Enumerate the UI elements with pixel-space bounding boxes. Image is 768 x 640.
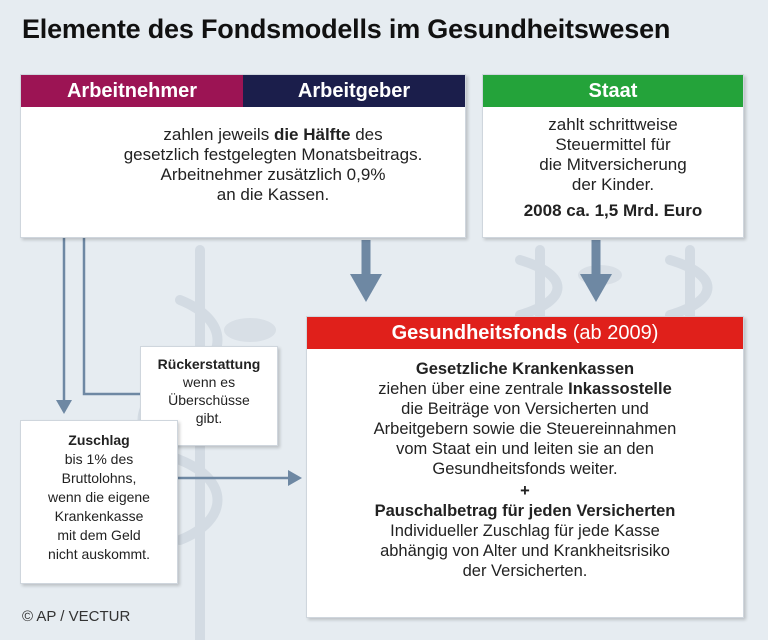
zuschlag-line5: mit dem Geld <box>57 527 141 543</box>
arrowhead-down-to-fonds-right <box>580 274 612 302</box>
zuschlag-heading: Zuschlag <box>68 432 130 448</box>
arrowhead-right-zuschlag <box>288 470 302 486</box>
fonds-header-bold: Gesundheitsfonds <box>391 322 568 344</box>
credit-text: © AP / VECTUR <box>22 608 131 625</box>
zuschlag-text <box>21 431 177 564</box>
fonds-line5: Gesundheitsfonds weiter. <box>432 460 618 478</box>
contribution-line4: an die Kassen. <box>216 185 330 204</box>
staat-line2: Steuermittel für <box>555 135 671 154</box>
header-arbeitgeber: Arbeitgeber <box>243 75 465 107</box>
fonds-heading2: Pauschalbetrag für jeden Versicherten <box>374 502 676 520</box>
header-gesundheitsfonds <box>307 317 743 349</box>
zuschlag-line2: Bruttolohns, <box>61 470 137 486</box>
staat-line4: der Kinder. <box>571 175 655 194</box>
contribution-line1-bold: die Hälfte <box>273 125 351 144</box>
staat-box <box>482 74 744 238</box>
zuschlag-line4: Krankenkasse <box>54 508 144 524</box>
staat-line1: zahlt schrittweise <box>548 115 678 134</box>
header-staat: Staat <box>483 75 743 107</box>
rueck-line1: wenn es <box>182 374 236 390</box>
contribution-box <box>20 74 466 238</box>
zuschlag-line3: wenn die eigene <box>48 489 150 505</box>
fonds-line1-pre: ziehen über eine zentrale <box>378 380 569 398</box>
gesundheitsfonds-box <box>306 316 744 618</box>
contribution-text <box>81 125 465 205</box>
fonds-line3: Arbeitgebern sowie die Steuereinnahmen <box>373 420 677 438</box>
zuschlag-line1: bis 1% des <box>64 451 134 467</box>
fonds-header-normal: (ab 2009) <box>567 322 659 344</box>
contribution-line1-pre: zahlen jeweils <box>163 125 274 144</box>
fonds-plus: + <box>520 482 530 500</box>
fonds-line6: Individueller Zuschlag für jede Kasse <box>390 522 660 540</box>
contribution-line3: Arbeitnehmer zusätzlich 0,9% <box>160 165 386 184</box>
rueck-line3: gibt. <box>195 410 223 426</box>
fonds-heading: Gesetzliche Krankenkassen <box>415 360 635 378</box>
arrowhead-down-left <box>56 400 72 414</box>
page-title: Elemente des Fondsmodells im Gesundheitswesen <box>22 14 671 44</box>
fonds-line1-bold: Inkassostelle <box>568 380 672 398</box>
staat-text <box>483 115 743 221</box>
fonds-line2: die Beiträge von Versicherten und <box>401 400 649 418</box>
zuschlag-box <box>20 420 178 584</box>
fonds-line8: der Versicherten. <box>462 562 588 580</box>
fonds-text <box>307 359 743 581</box>
rueck-heading: Rückerstattung <box>157 356 261 372</box>
contribution-line2: gesetzlich festgelegten Monatsbeitrags. <box>123 145 423 164</box>
arrowhead-down-to-fonds-left <box>350 274 382 302</box>
rueck-text <box>141 355 277 427</box>
rueck-line2: Überschüsse <box>168 392 250 408</box>
staat-line5: 2008 ca. 1,5 Mrd. Euro <box>523 201 703 220</box>
staat-line3: die Mitversicherung <box>539 155 687 174</box>
fonds-line7: abhängig von Alter und Krankheitsrisiko <box>380 542 670 560</box>
zuschlag-line6: nicht auskommt. <box>48 546 150 562</box>
header-arbeitnehmer: Arbeitnehmer <box>21 75 243 107</box>
fonds-line4: vom Staat ein und leiten sie an den <box>396 440 654 458</box>
contribution-line1-post: des <box>350 125 383 144</box>
